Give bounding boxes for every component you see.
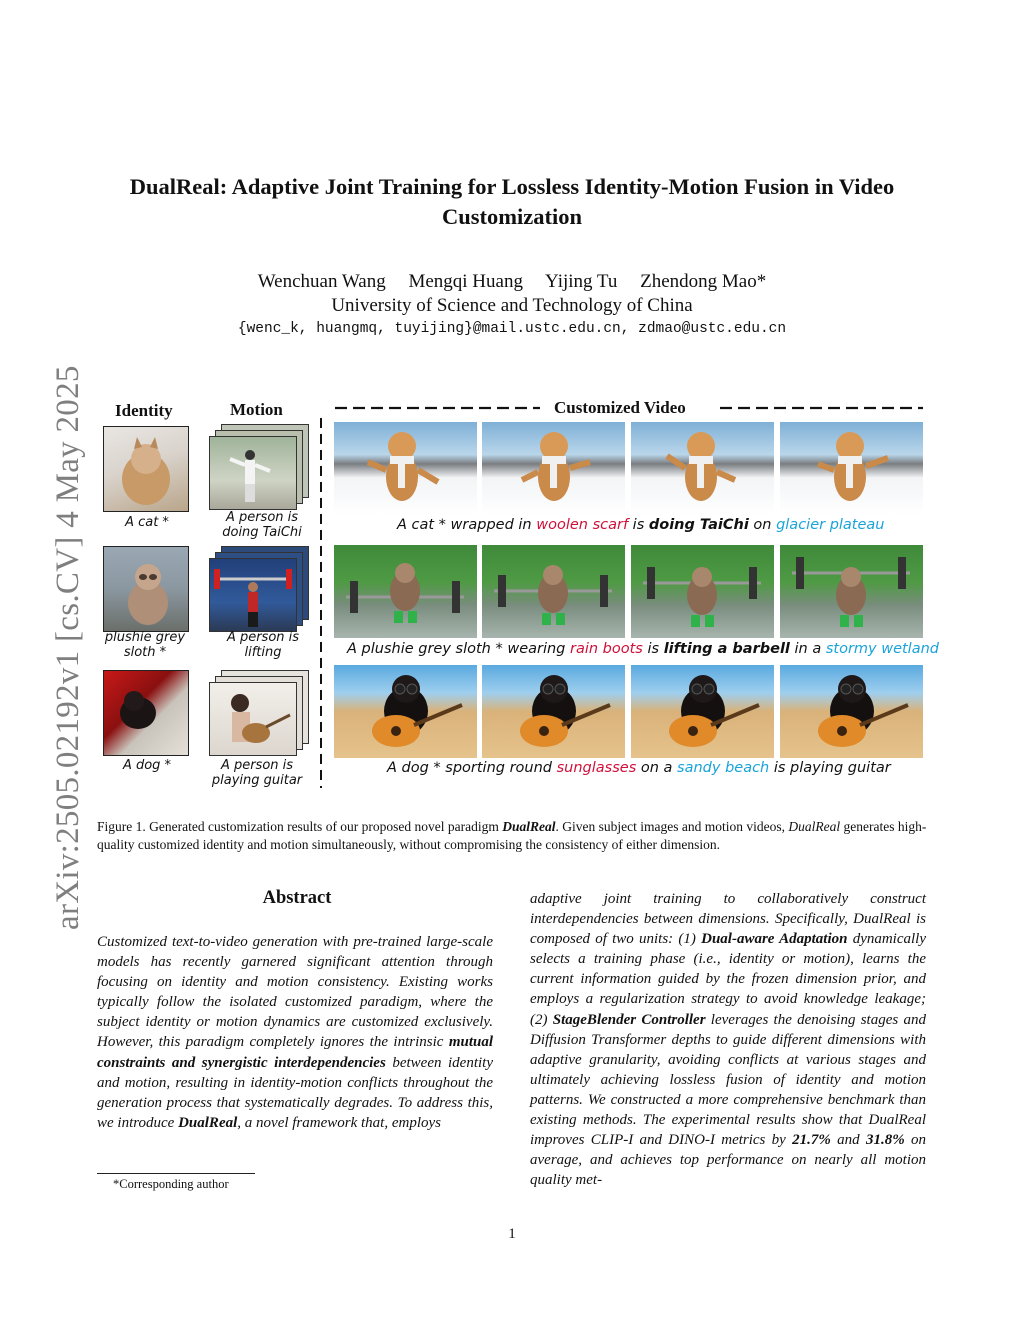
prompt-text: in a	[789, 641, 826, 657]
arxiv-stamp-text: arXiv:2505.02192v1 [cs.CV] 4 May 2025	[50, 365, 86, 930]
figure-divider	[318, 418, 324, 788]
prompt-text: on a	[636, 760, 678, 776]
video-frame	[334, 545, 477, 638]
identity-image-sloth	[103, 546, 189, 632]
motion-video-lifting	[209, 546, 309, 634]
caption-text: generates high-quality customized identity and motion simultaneously, without compromising the consistency of either dimension.	[97, 819, 927, 852]
prompt-caption	[387, 760, 891, 776]
footnote-rule	[97, 1173, 255, 1174]
abstract-emphasis: mutual constraints and synergistic interdependencies	[97, 1034, 493, 1071]
abstract-text: leverages the denoising stages and Diffusion Transformer depths to guide different dimensions with adaptive granularity, avoiding conflicts at various stages and ultimately achieving lossless fusion of identity and motion patterns. We constructed a more comprehensive benchmark than existing methods. The experimental results show that DualReal improves CLIP-I and DINO-I metrics by	[530, 1011, 926, 1149]
video-frame	[780, 545, 923, 638]
video-frame	[631, 422, 774, 515]
prompt-text: is	[628, 517, 649, 533]
identity-image-dog	[103, 670, 189, 756]
page-number: 1	[508, 1226, 516, 1242]
video-frame	[631, 665, 774, 758]
affiliation: University of Science and Technology of China	[331, 295, 693, 316]
motion-video-guitar	[209, 670, 309, 758]
abstract-text: on average, and achieves top performance on nearly all motion quality met-	[530, 1132, 927, 1189]
video-frame	[780, 665, 923, 758]
motion-caption: A person is doing TaiChi	[222, 510, 302, 540]
caption-method-name: DualReal	[502, 819, 556, 834]
video-frame	[631, 545, 774, 638]
prompt-text: on	[748, 517, 777, 533]
caption-method-name: DualReal	[788, 819, 841, 834]
abstract-left-column	[97, 932, 493, 1133]
prompt-highlight-red: sunglasses	[556, 760, 637, 776]
prompt-highlight-blue: glacier plateau	[776, 517, 885, 533]
abstract-emphasis: StageBlender Controller	[552, 1011, 706, 1028]
prompt-text: is	[642, 641, 664, 657]
abstract-emphasis: 21.7%	[792, 1132, 831, 1149]
abstract-text: between identity and motion, resulting in identity-motion conflicts throughout the generation process that systematically degrades. To address this, we introduce	[97, 1054, 493, 1131]
identity-caption: A cat *	[125, 515, 169, 530]
column-header-motion: Motion	[230, 400, 283, 419]
identity-caption: A dog *	[122, 758, 172, 773]
video-frame	[482, 422, 625, 515]
prompt-motion: lifting a barbell	[663, 641, 790, 657]
prompt-highlight-blue: stormy wetland	[825, 641, 939, 657]
video-frame	[482, 545, 625, 638]
footnote: *Corresponding author	[113, 1177, 229, 1191]
prompt-caption	[397, 517, 885, 533]
identity-image-cat	[103, 426, 189, 512]
column-header-identity: Identity	[115, 401, 173, 420]
prompt-text: A dog * sporting round	[387, 760, 557, 776]
prompt-text: is playing guitar	[769, 760, 891, 776]
prompt-highlight-red: woolen scarf	[536, 517, 629, 533]
caption-text: Figure 1. Generated customization results of our proposed novel paradigm	[97, 819, 503, 834]
author-name: Yijing Tu	[545, 271, 618, 292]
abstract-emphasis: DualReal	[178, 1114, 238, 1131]
motion-caption: A person is lifting	[226, 630, 300, 660]
video-frame	[482, 665, 625, 758]
prompt-motion: doing TaiChi	[648, 517, 749, 533]
abstract-text: adaptive joint training to collaboratively construct interdependencies between dimensions. Specifically, DualReal is composed of two units: (1)	[530, 891, 926, 948]
prompt-text: A plushie grey sloth * wearing	[347, 641, 570, 657]
prompt-highlight-blue: sandy beach	[677, 760, 770, 776]
author-name: Zhendong Mao*	[640, 271, 767, 292]
video-frame	[334, 422, 477, 515]
prompt-caption	[347, 641, 939, 657]
abstract-heading: Abstract	[262, 888, 332, 908]
abstract-emphasis: 31.8%	[865, 1132, 905, 1149]
column-header-video: Customized Video	[554, 398, 686, 417]
abstract-text: , a novel framework that, employs	[237, 1114, 441, 1131]
author-name: Wenchuan Wang	[257, 271, 386, 292]
prompt-highlight-red: rain boots	[570, 641, 643, 657]
caption-text: . Given subject images and motion videos,	[555, 819, 789, 834]
abstract-text: and	[830, 1132, 866, 1149]
figure-caption	[97, 818, 929, 854]
abstract-text: dynamically selects a training phase (i.e., identity or motion), learns the current information guided by the frozen dimension prior, and employs a regularization strategy to avoid knowledge leakage; (2)	[530, 931, 927, 1028]
author-name: Mengqi Huang	[408, 271, 523, 292]
prompt-text: A cat * wrapped in	[397, 517, 537, 533]
video-frame	[780, 422, 923, 515]
abstract-emphasis: Dual-aware Adaptation	[701, 931, 848, 948]
author-emails: {wenc_k, huangmq, tuyijing}@mail.ustc.edu.cn, zdmao@ustc.edu.cn	[237, 321, 787, 337]
video-frame	[334, 665, 477, 758]
paper-title: DualReal: Adaptive Joint Training for Lossless Identity-Motion Fusion in Video Customization	[129, 174, 895, 229]
motion-caption: A person is playing guitar	[211, 758, 303, 788]
motion-video-taichi	[209, 424, 309, 512]
abstract-text: Customized text-to-video generation with pre-trained large-scale models has recently garnered significant attention through focusing on identity and motion consistency. Existing works typically follow the isolated customized paradigm, where the subject identity or motion dynamics are customized exclusively. However, this paradigm completely ignores the intrinsic	[97, 934, 493, 1051]
identity-caption: plushie grey sloth *	[104, 630, 186, 660]
abstract-right-column	[530, 889, 926, 1190]
